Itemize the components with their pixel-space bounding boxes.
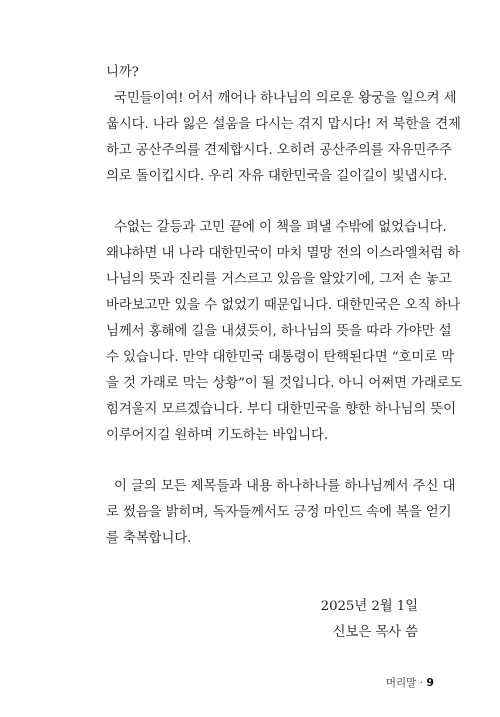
paragraph-continuation xyxy=(106,60,418,86)
text-line: 왜냐하면 내 나라 대한민국이 마치 멸망 전의 이스라엘처럼 하 xyxy=(106,246,461,261)
text-line: 의로 돌이킵시다. 우리 자유 대한민국을 길이길이 빛냅시다. xyxy=(106,169,448,184)
text-line: 수없는 갈등과 고민 끝에 이 책을 펴낼 수밖에 없었습니다. xyxy=(114,220,447,235)
paragraph-appeal xyxy=(106,86,461,190)
text-line: 바라보고만 있을 수 없었기 때문입니다. 대한민국은 오직 하나 xyxy=(106,298,461,313)
section-name: 머리말 xyxy=(385,677,417,689)
paragraph-blessing xyxy=(106,474,456,552)
text-line: 이 글의 모든 제목들과 내용 하나하나를 하나님께서 주신 대 xyxy=(114,479,456,494)
text-line: 하고 공산주의를 견제합시다. 오히려 공산주의를 자유민주주 xyxy=(106,143,452,158)
text-line: 나님의 뜻과 진리를 거스르고 있음을 알았기에, 그저 손 놓고 xyxy=(106,272,452,287)
paragraph-gap xyxy=(106,190,418,215)
text-line: 이루어지길 원하며 기도하는 바입니다. xyxy=(106,428,328,443)
page-footer xyxy=(330,675,434,690)
paragraph-reason xyxy=(106,215,463,449)
paragraph-gap xyxy=(106,449,418,474)
page-number: 9 xyxy=(426,676,434,689)
text-line: 니까? xyxy=(106,65,139,80)
text-line: 국민들이여! 어서 깨어나 하나님의 의로운 왕궁을 일으켜 세 xyxy=(114,91,457,106)
body-text xyxy=(106,60,463,646)
signature-date: 2025년 2월 1일 xyxy=(320,599,418,614)
text-line: 을 것 가래로 막는 상황”이 될 것입니다. 아니 어쩌면 가래로도 xyxy=(106,376,463,391)
text-line: 힘겨울지 모르겠습니다. 부디 대한민국을 향한 하나님의 뜻이 xyxy=(106,402,456,417)
signature-author: 신보은 목사 씀 xyxy=(332,625,418,640)
signature-block xyxy=(106,594,418,646)
footer-separator: · xyxy=(419,677,423,689)
paragraph-gap xyxy=(106,552,418,594)
text-line: 웁시다. 나라 잃은 설움을 다시는 겪지 맙시다! 저 북한을 견제 xyxy=(106,117,461,132)
text-line: 를 축복합니다. xyxy=(106,531,192,546)
text-line: 로 썼음을 밝히며, 독자들께서도 긍정 마인드 속에 복을 얻기 xyxy=(106,505,452,520)
text-line: 님께서 홍해에 길을 내셨듯이, 하나님의 뜻을 따라 가야만 설 xyxy=(106,324,452,339)
text-line: 수 있습니다. 만약 대한민국 대통령이 탄핵된다면 “호미로 막 xyxy=(106,350,455,365)
